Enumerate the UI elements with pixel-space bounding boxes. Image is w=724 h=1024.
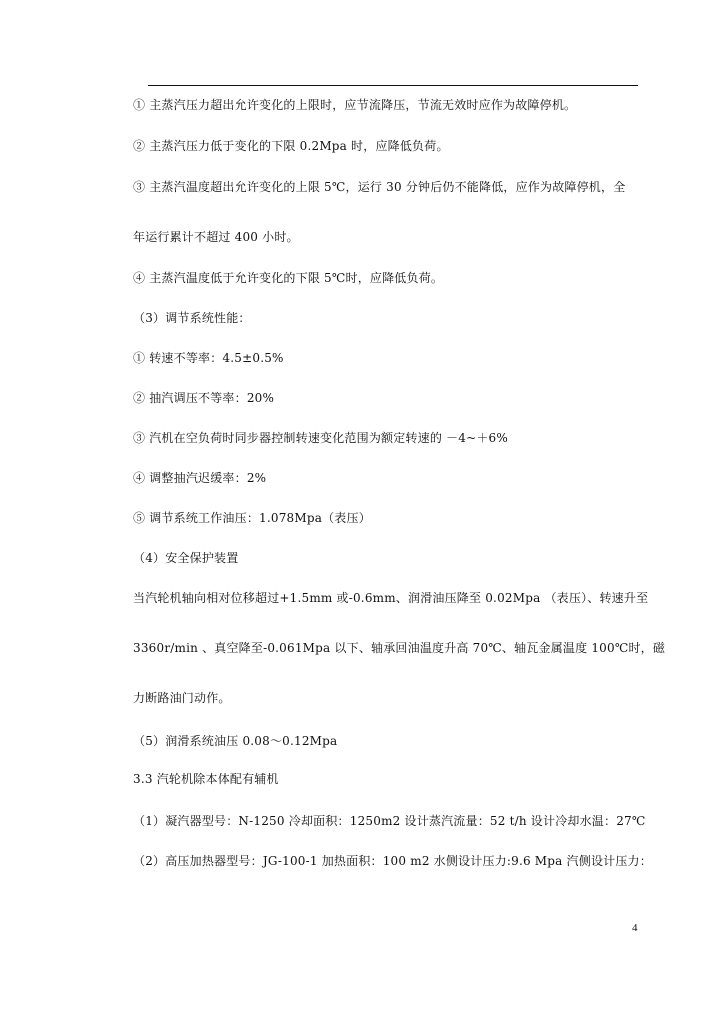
text-line: ③ 汽机在空负荷时同步器控制转速变化范围为额定转速的 －4~＋6% bbox=[133, 431, 508, 445]
text-line: （2）高压加热器型号：JG-100-1 加热面积：100 m2 水侧设计压力:9.6 Mpa 汽侧设计压力： bbox=[133, 854, 652, 868]
text-line: ② 主蒸汽压力低于变化的下限 0.2Mpa 时，应降低负荷。 bbox=[133, 139, 449, 153]
text-line: 3360r/min 、真空降至-0.061Mpa 以下、轴承回油温度升高 70℃、轴瓦金属温度 100℃时，磁 bbox=[133, 641, 666, 655]
text-line: ① 主蒸汽压力超出允许变化的上限时，应节流降压，节流无效时应作为故障停机。 bbox=[133, 98, 577, 112]
section-heading: （5）润滑系统油压 0.08～0.12Mpa bbox=[133, 734, 338, 748]
text-line: ① 转速不等率：4.5±0.5% bbox=[133, 351, 284, 365]
section-heading: 3.3 汽轮机除本体配有辅机 bbox=[133, 772, 279, 786]
text-line: ③ 主蒸汽温度超出允许变化的上限 5℃，运行 30 分钟后仍不能降低，应作为故障停机，全 bbox=[133, 180, 626, 194]
text-line: （1）凝汽器型号：N-1250 冷却面积：1250m2 设计蒸汽流量：52 t/h 设计冷却水温：27℃ bbox=[133, 814, 646, 828]
page-number: 4 bbox=[632, 922, 638, 934]
text-line: ④ 主蒸汽温度低于允许变化的下限 5℃时，应降低负荷。 bbox=[133, 271, 444, 285]
text-line: ② 抽汽调压不等率：20% bbox=[133, 391, 275, 405]
text-line: 力断路油门动作。 bbox=[133, 691, 231, 705]
text-line: 年运行累计不超过 400 小时。 bbox=[133, 230, 299, 244]
section-heading: （3）调节系统性能： bbox=[133, 311, 251, 325]
text-line: 当汽轮机轴向相对位移超过+1.5mm 或-0.6mm、润滑油压降至 0.02Mpa （表压）、转速升至 bbox=[133, 591, 649, 605]
section-heading: （4）安全保护装置 bbox=[133, 551, 239, 565]
header-rule bbox=[148, 85, 638, 86]
text-line: ④ 调整抽汽迟缓率：2% bbox=[133, 471, 267, 485]
text-line: ⑤ 调节系统工作油压：1.078Mpa（表压） bbox=[133, 511, 371, 525]
